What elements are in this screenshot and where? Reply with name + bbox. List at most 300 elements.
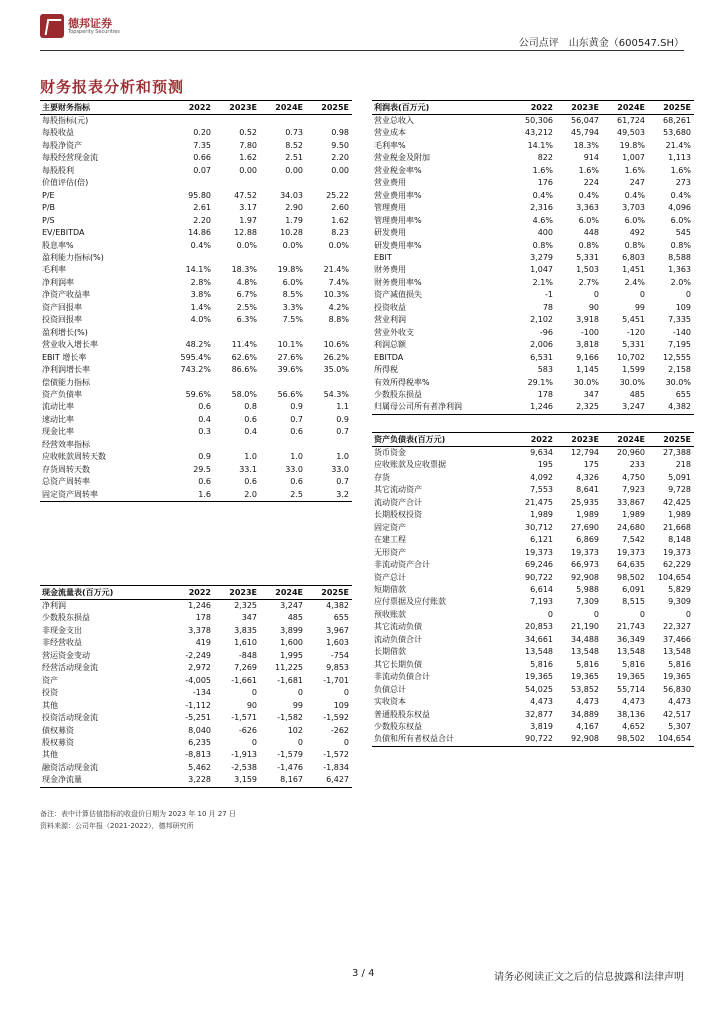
cell-value: 1,600 (280, 638, 303, 648)
main-indicators-table (40, 100, 352, 502)
cell-value: -1,661 (231, 675, 257, 685)
cell-value: 4.0% (190, 315, 211, 325)
cell-value: 20,853 (525, 622, 553, 632)
table-row (372, 314, 694, 326)
cell-value (306, 115, 352, 128)
cell-value: 0.9 (336, 414, 349, 424)
row-label: 长期借款 (374, 647, 406, 657)
cell-value: 6.0% (578, 215, 599, 225)
cell-value: 2.90 (285, 203, 303, 213)
cell-value: 0.6 (290, 427, 303, 437)
cell-value: -1,572 (323, 750, 349, 760)
cell-value: 2024E (602, 101, 648, 115)
row-label: 毛利率 (42, 265, 66, 275)
cell-value: 102 (287, 725, 303, 735)
cell-value: 3,378 (188, 625, 211, 635)
table-row (372, 472, 694, 484)
cell-value: 545 (675, 228, 691, 238)
table-row (40, 215, 352, 227)
table-row (372, 696, 694, 708)
row-label: 资产总计 (374, 572, 406, 582)
row-label: 资产减值损失 (374, 290, 422, 300)
cell-value: 18.3% (231, 265, 257, 275)
cell-value: 19,373 (571, 547, 599, 557)
cell-value (168, 177, 214, 189)
cell-value: 13,548 (525, 647, 553, 657)
cell-value: 2,325 (234, 601, 257, 610)
row-label: 每股收益 (42, 128, 74, 138)
cell-value: 3.8% (190, 290, 211, 300)
table-row (40, 700, 352, 712)
table-row (40, 240, 352, 252)
cell-value: 0.8% (578, 240, 599, 250)
cell-value: 1.62 (331, 215, 349, 225)
cell-value: 1,989 (576, 510, 599, 520)
cell-value: 1,246 (188, 601, 211, 610)
note-source: 资料来源：公司年报（2021-2022），德邦研究所 (40, 822, 194, 830)
cell-value: 914 (583, 153, 599, 163)
cell-value: 224 (583, 178, 599, 188)
cell-value: 2.60 (331, 203, 349, 213)
cell-value (214, 327, 260, 339)
cell-value: 7.5% (282, 315, 303, 325)
cell-value: 2023E (214, 101, 260, 115)
cell-value: 5,816 (530, 659, 553, 669)
row-label: 资产回报率 (42, 302, 82, 312)
cell-value: 0 (251, 688, 257, 698)
row-label: 每股股利 (42, 165, 74, 175)
cell-value: 56.6% (277, 389, 303, 399)
table-row (372, 202, 694, 214)
cell-value: -1,582 (277, 713, 303, 723)
row-label: 净利润 (42, 601, 66, 610)
row-label: 价值评估(倍) (42, 178, 89, 188)
cell-value: 1.62 (239, 153, 257, 163)
cell-value: 0.00 (239, 165, 257, 175)
cell-value: 90,722 (510, 733, 556, 746)
cell-value: 8.23 (331, 228, 349, 238)
cell-value: 0 (297, 737, 303, 747)
cell-value (306, 252, 352, 264)
cell-value: 4,473 (576, 697, 599, 707)
cell-value (260, 177, 306, 189)
row-label: 货币资金 (374, 448, 406, 457)
cell-value: 1.6% (532, 165, 553, 175)
cell-value: 2025E (306, 101, 352, 115)
cell-value: 3,818 (576, 340, 599, 350)
row-label: 投资活动现金流 (42, 713, 98, 723)
cell-value: 30.0% (665, 377, 691, 387)
cell-value (168, 252, 214, 264)
cell-value: 0.8% (624, 240, 645, 250)
table-row (372, 389, 694, 401)
cell-value: 92,908 (556, 733, 602, 746)
row-label: 毛利率% (374, 140, 406, 150)
row-label: 财务费用率% (374, 277, 422, 287)
table-row (40, 414, 352, 426)
table-row (372, 339, 694, 351)
cell-value: 11.4% (231, 340, 257, 350)
cell-value: 50,306 (525, 116, 553, 125)
cell-value: 25,935 (571, 497, 599, 507)
cell-value: 95.80 (188, 190, 211, 200)
cell-value: -2,538 (231, 762, 257, 772)
table-row (40, 190, 352, 202)
table-row (372, 277, 694, 289)
row-label: P/B (42, 203, 56, 213)
table-row (40, 625, 352, 637)
cell-value: 595.4% (180, 352, 211, 362)
cell-value: 1.6% (578, 165, 599, 175)
cell-value: 0.98 (331, 128, 349, 138)
row-label: 其它长期负债 (374, 659, 422, 669)
cell-value: 24,680 (617, 522, 645, 532)
row-label: 偿债能力指标 (42, 377, 90, 387)
row-label: 研发费用 (374, 228, 406, 238)
cell-value: -626 (238, 725, 257, 735)
cell-value: 42,517 (663, 709, 691, 719)
cell-value: 0.0% (282, 240, 303, 250)
table-header-row (372, 101, 694, 115)
table-header-row (40, 586, 352, 600)
footer-disclaimer: 请务必阅读正文之后的信息披露和法律声明 (494, 972, 684, 983)
row-label: 存货周转天数 (42, 464, 90, 474)
table-row (40, 352, 352, 364)
cell-value: 12,794 (571, 448, 599, 457)
row-label: 研发费用率% (374, 240, 422, 250)
table-row (40, 426, 352, 438)
cell-value: 0 (343, 737, 349, 747)
row-label: 所得税 (374, 365, 398, 375)
cell-value: -848 (238, 650, 257, 660)
row-label: EBIT (374, 252, 392, 262)
cell-value: 583 (537, 365, 553, 375)
cell-value: 218 (675, 460, 691, 470)
cell-value (260, 439, 306, 451)
row-label: 投资回报率 (42, 315, 82, 325)
cell-value: 13,548 (663, 647, 691, 657)
cell-value: 1,246 (510, 401, 556, 414)
cell-value: 55,714 (617, 684, 645, 694)
cell-value: 448 (583, 228, 599, 238)
cell-value: 14.1% (185, 265, 211, 275)
cell-value: 233 (629, 460, 645, 470)
cell-value: 92,908 (571, 572, 599, 582)
cell-value: 36,349 (617, 634, 645, 644)
cell-value: 2022 (168, 101, 214, 115)
cell-value: 2022 (510, 101, 556, 115)
table-row (40, 140, 352, 152)
cell-value: 400 (537, 228, 553, 238)
cell-value: 5,816 (622, 659, 645, 669)
cell-value: 1,451 (622, 265, 645, 275)
table-row (40, 675, 352, 687)
row-label: 其它流动负债 (374, 622, 422, 632)
cell-value: 33.1 (239, 464, 257, 474)
cell-value: 2023E (214, 586, 260, 600)
cell-value: -4,005 (185, 675, 211, 685)
table-row (40, 327, 352, 339)
cell-value: -2,249 (185, 650, 211, 660)
cell-value: 19,365 (663, 672, 691, 682)
cell-value: 485 (287, 613, 303, 623)
cell-value: 5,829 (668, 584, 691, 594)
cell-value: 109 (675, 302, 691, 312)
cell-value: 2.5% (236, 302, 257, 312)
table-row (40, 264, 352, 276)
row-label: 利润表(百万元) (372, 101, 510, 115)
cell-value: 34,488 (571, 634, 599, 644)
table-row (40, 476, 352, 488)
cell-value: 7,269 (234, 663, 257, 673)
cell-value: 37,466 (663, 634, 691, 644)
cell-value: 4,167 (576, 721, 599, 731)
table-row (40, 401, 352, 413)
table-row (372, 709, 694, 721)
table-row (40, 712, 352, 724)
cell-value: 49,503 (617, 128, 645, 138)
cell-value: 2022 (510, 433, 556, 447)
row-label: 盈利能力指标(%) (42, 252, 104, 262)
cell-value: 0.9 (290, 402, 303, 412)
cell-value: 0.00 (331, 165, 349, 175)
cell-value: 2025E (648, 101, 694, 115)
cell-value (168, 327, 214, 339)
cell-value: 2.0% (670, 277, 691, 287)
cell-value: 7,195 (668, 340, 691, 350)
table-row (372, 252, 694, 264)
cell-value: 104,654 (657, 572, 691, 582)
cell-value: 25.22 (326, 190, 349, 200)
row-label: 管理费用率% (374, 215, 422, 225)
row-label: 流动资产合计 (374, 497, 422, 507)
table-row (40, 451, 352, 463)
cell-value: 176 (537, 178, 553, 188)
cell-value: 19,365 (571, 672, 599, 682)
cell-value: -134 (192, 688, 211, 698)
cell-value: 58.0% (231, 389, 257, 399)
cell-value: 2.20 (331, 153, 349, 163)
row-label: 负债和所有者权益合计 (372, 733, 510, 746)
table-row (372, 609, 694, 621)
table-row (40, 377, 352, 389)
income-statement-table (372, 100, 694, 415)
cell-value: 247 (629, 178, 645, 188)
cell-value: 0.6 (244, 477, 257, 487)
cell-value: 0.8% (670, 240, 691, 250)
cell-value: -1,681 (277, 675, 303, 685)
table-row (40, 252, 352, 264)
cell-value (214, 252, 260, 264)
cell-value: 2,316 (530, 203, 553, 213)
cell-value: 6.0% (282, 277, 303, 287)
cell-value: 33.0 (331, 464, 349, 474)
table-row (40, 725, 352, 737)
cell-value: 3,899 (280, 625, 303, 635)
row-label: 存货 (374, 472, 390, 482)
cell-value (168, 115, 214, 128)
cell-value: 0 (297, 688, 303, 698)
cell-value: -262 (330, 725, 349, 735)
row-label: 净利润率 (42, 277, 74, 287)
table-row (372, 190, 694, 202)
row-label: P/E (42, 190, 55, 200)
row-label: 营业利润 (374, 315, 406, 325)
cell-value: 0.73 (285, 128, 303, 138)
row-label: 营业总收入 (374, 116, 414, 125)
cell-value: 0.9 (198, 452, 211, 462)
cell-value: 4,096 (668, 203, 691, 213)
cell-value: 4,473 (622, 697, 645, 707)
row-label: EV/EBITDA (42, 228, 85, 238)
note-valuation-date: 备注：表中计算估值指标的收盘价日期为 2023 年 10 月 27 日 (40, 810, 236, 818)
row-label: 少数股东权益 (374, 721, 422, 731)
cell-value: 13,548 (571, 647, 599, 657)
row-label: 短期借款 (374, 584, 406, 594)
cell-value (260, 252, 306, 264)
table-row (372, 240, 694, 252)
cell-value: 6,235 (188, 737, 211, 747)
cell-value: 6.3% (236, 315, 257, 325)
cell-value: -1,592 (323, 713, 349, 723)
row-label: 资产负债率 (42, 389, 82, 399)
row-label: 营业税金及附加 (374, 153, 430, 163)
cell-value: 45,794 (571, 128, 599, 138)
row-label: 少数股东损益 (374, 389, 422, 399)
cell-value: 7,335 (668, 315, 691, 325)
row-label: 投资 (42, 688, 58, 698)
cell-value: 1.6% (670, 165, 691, 175)
row-label: 少数股东损益 (42, 613, 90, 623)
cell-value: 3,835 (234, 625, 257, 635)
cell-value (306, 177, 352, 189)
table-row (372, 140, 694, 152)
cell-value: 0.3 (198, 427, 211, 437)
cell-value: 42,425 (663, 497, 691, 507)
cell-value: 4,652 (622, 721, 645, 731)
cell-value: 0.6 (244, 414, 257, 424)
company-logo (40, 14, 140, 40)
table-row (372, 733, 694, 746)
cell-value: 419 (195, 638, 211, 648)
cell-value: 7,309 (576, 597, 599, 607)
cell-value: 2,102 (530, 315, 553, 325)
row-label: EBIT 增长率 (42, 352, 87, 362)
table-row (372, 115, 694, 128)
cell-value: -1,579 (277, 750, 303, 760)
cell-value: 18.3% (573, 140, 599, 150)
cell-value: 0 (685, 609, 691, 619)
row-label: 现金比率 (42, 427, 74, 437)
cell-value: 2.61 (193, 203, 211, 213)
row-label: 财务费用 (374, 265, 406, 275)
cell-value: 7.80 (239, 140, 257, 150)
cell-value: 7,923 (622, 485, 645, 495)
cell-value: 7,193 (530, 597, 553, 607)
cell-value: 19,365 (525, 672, 553, 682)
cell-value: 1.1 (336, 402, 349, 412)
cell-value: 56,830 (663, 684, 691, 694)
table-row (372, 459, 694, 471)
table-row (372, 684, 694, 696)
table-row (372, 401, 694, 414)
cell-value: 9.50 (331, 140, 349, 150)
row-label: 负债总计 (374, 684, 406, 694)
cell-value: 0.8% (532, 240, 553, 250)
cell-value: 8,588 (668, 252, 691, 262)
table-row (40, 302, 352, 314)
cell-value: 8.8% (328, 315, 349, 325)
row-label: 总资产周转率 (42, 477, 90, 487)
table-row (40, 314, 352, 326)
cell-value: 0.4% (624, 190, 645, 200)
cell-value: -1,112 (185, 700, 211, 710)
cell-value: 2024E (602, 433, 648, 447)
cell-value: 20,960 (617, 448, 645, 457)
table-row (372, 377, 694, 389)
cell-value: 61,724 (617, 116, 645, 125)
row-label: 归属母公司所有者净利润 (372, 401, 510, 414)
cell-value: -1,476 (277, 762, 303, 772)
table-row (40, 227, 352, 239)
cell-value: 0.7 (336, 427, 349, 437)
cell-value: 347 (583, 389, 599, 399)
row-label: 长期股权投资 (374, 510, 422, 520)
cell-value: 195 (537, 460, 553, 470)
cell-value: 90,722 (525, 572, 553, 582)
balance-sheet-table (372, 432, 694, 747)
row-label: 无形资产 (374, 547, 406, 557)
cell-value: 485 (629, 389, 645, 399)
cell-value (214, 177, 260, 189)
cell-value: 7.4% (328, 277, 349, 287)
row-label: P/S (42, 215, 55, 225)
cell-value: 4,750 (622, 472, 645, 482)
cell-value: 47.52 (234, 190, 257, 200)
row-label: 应收帐款周转天数 (42, 452, 106, 462)
cell-value: 1,603 (326, 638, 349, 648)
row-label: 现金净流量 (40, 774, 168, 787)
table-row (40, 600, 352, 613)
cell-value: 5,462 (188, 762, 211, 772)
cell-value: 0.6 (198, 477, 211, 487)
cell-value: 12,555 (663, 352, 691, 362)
row-label: 其他 (42, 700, 58, 710)
cell-value: 19,365 (617, 672, 645, 682)
table-row (372, 584, 694, 596)
cell-value: 655 (333, 613, 349, 623)
row-label: 盈利增长(%) (42, 327, 88, 337)
cell-value: 30.0% (573, 377, 599, 387)
cell-value: -1 (545, 290, 553, 300)
row-label: 预收账款 (374, 609, 406, 619)
cell-value: 56,047 (571, 116, 599, 125)
cell-value: 0.0% (236, 240, 257, 250)
cell-value: 109 (333, 700, 349, 710)
table-row (40, 650, 352, 662)
table-row (40, 662, 352, 674)
row-label: 每股指标(元) (42, 116, 89, 125)
cell-value: 6,531 (530, 352, 553, 362)
cell-value: 6,614 (530, 584, 553, 594)
cell-value: 5,451 (622, 315, 645, 325)
cell-value: 21,475 (525, 497, 553, 507)
cell-value: 2023E (556, 433, 602, 447)
cell-value: 2.4% (624, 277, 645, 287)
cell-value: 33,867 (617, 497, 645, 507)
cell-value: 5,988 (576, 584, 599, 594)
cell-value: 1,145 (576, 365, 599, 375)
